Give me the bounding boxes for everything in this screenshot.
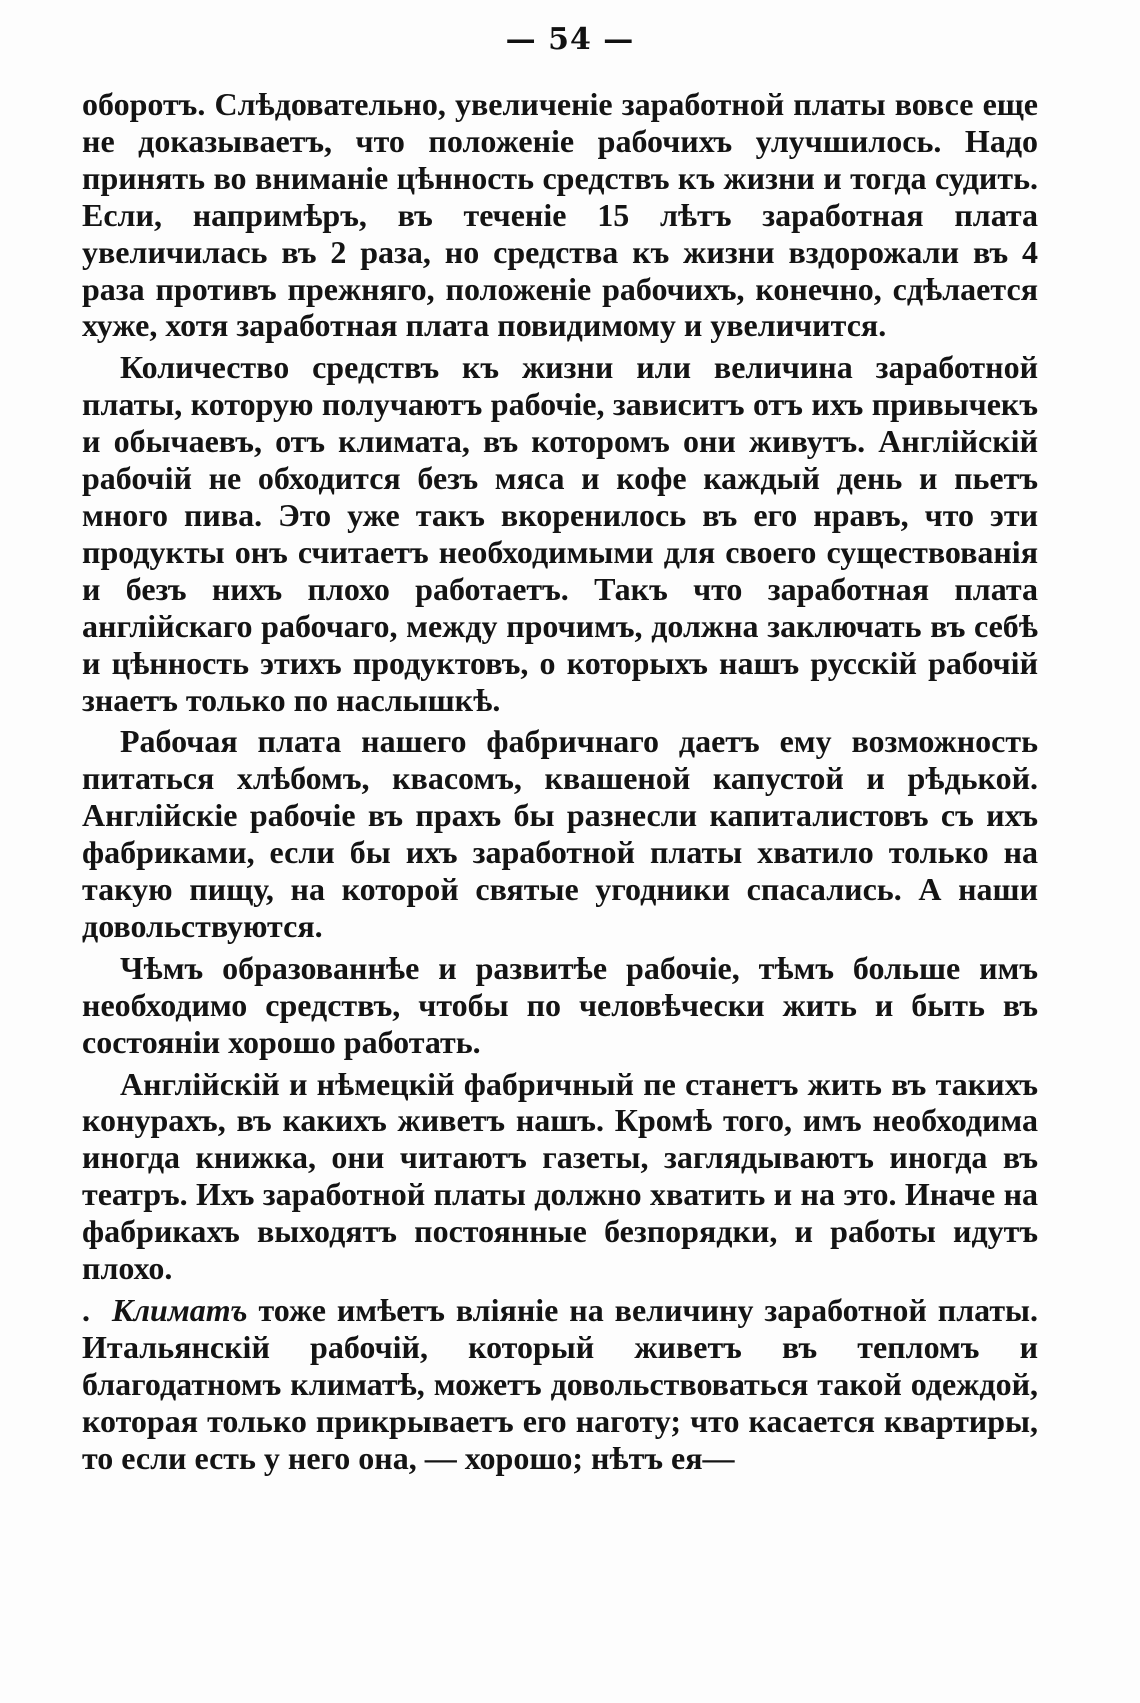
paragraph-5 [82,1066,1038,1287]
paragraph-lead-mark: . [82,1292,90,1328]
page-number: — 54 — [505,22,635,57]
paragraph-text: тоже имѣетъ вліяніе на величину заработной платы. Итальянскій рабочій, который живетъ въ тепломъ и благодатномъ климатѣ, можетъ довольствоваться такой одеждой, которая только прикрываетъ его наготу; что касается квартиры, то если есть у него она, — хорошо; нѣтъ ея— [82,1292,1039,1476]
paragraph-text: Чѣмъ образованнѣе и развитѣе рабочіе, тѣмъ больше имъ необходимо средствъ, чтобы по человѣчески жить и быть въ состояніи хорошо работать. [82,949,1038,1060]
paragraph-text: Рабочая плата нашего фабричнаго даетъ ему возможность питаться хлѣбомъ, квасомъ, квашеной капустой и рѣдькой. Англійскіе рабочіе въ прахъ бы разнесли капиталистовъ съ ихъ фабриками, если бы ихъ заработной платы хватило только на такую пищу, на которой святые угодники спасались. А наши довольствуются. [82,723,1038,944]
paragraph-text: оборотъ. Слѣдовательно, увеличеніе заработной платы вовсе еще не доказываетъ, что положеніе рабочихъ улучшилось. Надо принять во вниманіе цѣнность средствъ къ жизни и тогда судить. Если, напримѣръ, въ теченіе 15 лѣтъ заработная плата увеличилась въ 2 раза, но средства къ жизни вздорожали въ 4 раза противъ прежняго, положеніе рабочихъ, конечно, сдѣлается хуже, хотя заработная плата повидимому и увеличится. [82,86,1038,344]
paragraph-2 [82,349,1038,718]
page-body [82,86,1038,1477]
paragraph-text: Количество средствъ къ жизни или величина заработной платы, которую получаютъ рабочіе, зависитъ отъ ихъ привычекъ и обычаевъ, отъ климата, въ которомъ они живутъ. Англійскій рабочій не обходится безъ мяса и кофе каждый день и пьетъ много пива. Это уже такъ вкоренилось въ его нравъ, что эти продукты онъ считаетъ необходимыми для своего существованія и безъ нихъ плохо работаетъ. Такъ что заработная плата англійскаго рабочаго, между прочимъ, должна заключать въ себѣ и цѣнность этихъ продуктовъ, о которыхъ нашъ русскій рабочій знаетъ только по наслышкѣ. [82,349,1038,718]
emphasis-term: Климатъ [111,1292,248,1328]
paragraph-4 [82,950,1038,1061]
paragraph-text: Англійскій и нѣмецкій фабричный пе станетъ жить въ такихъ конурахъ, въ какихъ живетъ нашъ. Кромѣ того, имъ необходима иногда книжка, они читаютъ газеты, заглядываютъ иногда въ театръ. Ихъ заработной платы должно хватить и на это. Иначе на фабрикахъ выходятъ постоянные безпорядки, и работы идутъ плохо. [82,1065,1038,1287]
paragraph-1 [82,86,1038,344]
paragraph-3 [82,723,1038,944]
paragraph-6 [82,1292,1038,1477]
